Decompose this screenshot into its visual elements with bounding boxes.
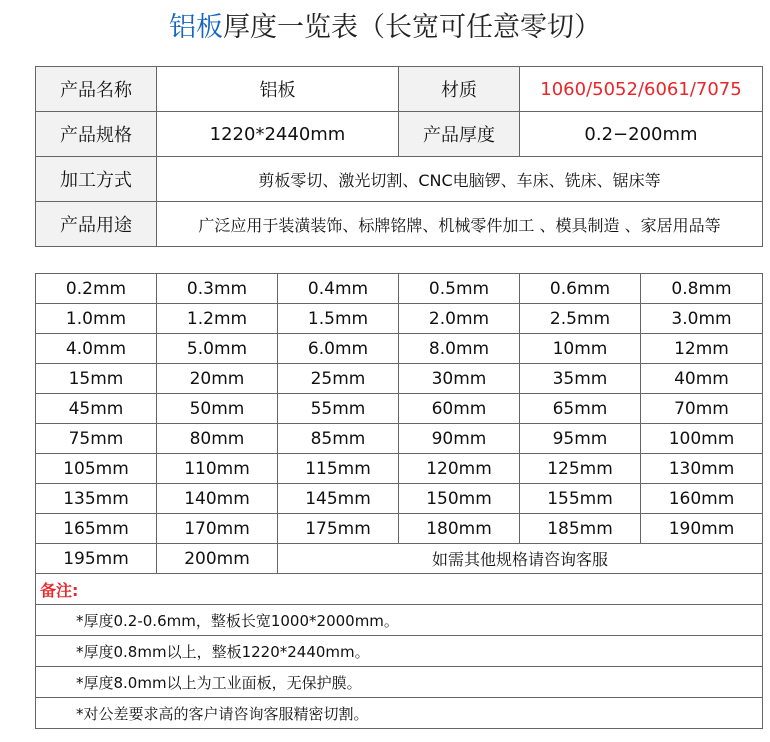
thickness-cell: 12mm — [641, 334, 763, 364]
thickness-cell: 0.2mm — [36, 274, 157, 304]
thickness-cell: 90mm — [399, 424, 520, 454]
thickness-cell: 1.2mm — [157, 304, 278, 334]
thickness-cell: 6.0mm — [278, 334, 399, 364]
thickness-row — [36, 274, 763, 304]
thickness-table-body — [36, 274, 763, 544]
thickness-cell: 15mm — [36, 364, 157, 394]
remark-item: *厚度8.0mm以上为工业面板，无保护膜。 — [36, 667, 763, 698]
thickness-cell: 200mm — [157, 544, 278, 574]
thickness-cell: 100mm — [641, 424, 763, 454]
thickness-cell: 65mm — [520, 394, 641, 424]
remark-row — [36, 636, 763, 667]
remark-row — [36, 605, 763, 636]
thickness-cell: 85mm — [278, 424, 399, 454]
thickness-row — [36, 424, 763, 454]
thickness-cell: 195mm — [36, 544, 157, 574]
title-accent: 铝板 — [169, 12, 223, 43]
process-label: 加工方式 — [36, 157, 157, 202]
thickness-table-footer — [36, 544, 763, 729]
thickness-row — [36, 334, 763, 364]
thickness-cell: 185mm — [520, 514, 641, 544]
thickness-cell: 50mm — [157, 394, 278, 424]
thickness-cell: 70mm — [641, 394, 763, 424]
remark-item: *厚度0.8mm以上，整板1220*2440mm。 — [36, 636, 763, 667]
info-row-usage — [36, 202, 763, 247]
spec-value: 1220*2440mm — [157, 112, 399, 157]
thickness-cell: 20mm — [157, 364, 278, 394]
thickness-cell: 150mm — [399, 484, 520, 514]
name-label: 产品名称 — [36, 67, 157, 112]
thickness-row — [36, 544, 763, 574]
spec-label: 产品规格 — [36, 112, 157, 157]
thickness-value: 0.2−200mm — [520, 112, 763, 157]
info-row-process — [36, 157, 763, 202]
thickness-cell: 5.0mm — [157, 334, 278, 364]
thickness-cell: 3.0mm — [641, 304, 763, 334]
thickness-cell: 45mm — [36, 394, 157, 424]
thickness-table — [35, 273, 763, 729]
thickness-row — [36, 514, 763, 544]
page-title — [0, 8, 770, 48]
remark-item: *厚度0.2-0.6mm，整板长宽1000*2000mm。 — [36, 605, 763, 636]
thickness-cell: 180mm — [399, 514, 520, 544]
info-row-spec — [36, 112, 763, 157]
thickness-cell: 1.0mm — [36, 304, 157, 334]
thickness-cell: 4.0mm — [36, 334, 157, 364]
thickness-cell: 130mm — [641, 454, 763, 484]
usage-label: 产品用途 — [36, 202, 157, 247]
remark-item: *对公差要求高的客户请咨询客服精密切割。 — [36, 698, 763, 729]
thickness-cell: 140mm — [157, 484, 278, 514]
thickness-cell: 165mm — [36, 514, 157, 544]
thickness-cell: 120mm — [399, 454, 520, 484]
thickness-row — [36, 454, 763, 484]
remark-row — [36, 667, 763, 698]
thickness-cell: 0.3mm — [157, 274, 278, 304]
thickness-cell: 2.5mm — [520, 304, 641, 334]
thickness-row — [36, 304, 763, 334]
thickness-row — [36, 484, 763, 514]
remark-heading-row — [36, 574, 763, 605]
thickness-cell: 25mm — [278, 364, 399, 394]
remark-row — [36, 698, 763, 729]
thickness-cell: 170mm — [157, 514, 278, 544]
thickness-cell: 105mm — [36, 454, 157, 484]
thickness-cell: 1.5mm — [278, 304, 399, 334]
material-label: 材质 — [399, 67, 520, 112]
thickness-cell: 135mm — [36, 484, 157, 514]
thickness-cell: 60mm — [399, 394, 520, 424]
thickness-cell: 40mm — [641, 364, 763, 394]
thickness-cell: 190mm — [641, 514, 763, 544]
product-info-table — [35, 66, 763, 247]
material-value: 1060/5052/6061/7075 — [520, 67, 763, 112]
process-value: 剪板零切、激光切割、CNC电脑锣、车床、铣床、锯床等 — [157, 157, 763, 202]
thickness-row — [36, 394, 763, 424]
thickness-cell: 30mm — [399, 364, 520, 394]
title-rest: 厚度一览表（长宽可任意零切） — [223, 12, 601, 43]
thickness-cell: 0.5mm — [399, 274, 520, 304]
name-value: 铝板 — [157, 67, 399, 112]
thickness-cell: 0.6mm — [520, 274, 641, 304]
thickness-cell: 145mm — [278, 484, 399, 514]
remark-heading: 备注: — [36, 574, 763, 605]
thickness-cell: 175mm — [278, 514, 399, 544]
thickness-cell: 10mm — [520, 334, 641, 364]
thickness-cell: 35mm — [520, 364, 641, 394]
thickness-cell: 2.0mm — [399, 304, 520, 334]
usage-value: 广泛应用于装潢装饰、标牌铭牌、机械零件加工 、模具制造 、家居用品等 — [157, 202, 763, 247]
thickness-cell: 55mm — [278, 394, 399, 424]
thickness-cell: 8.0mm — [399, 334, 520, 364]
thickness-cell: 80mm — [157, 424, 278, 454]
thickness-cell: 95mm — [520, 424, 641, 454]
info-row-name — [36, 67, 763, 112]
custom-spec-note: 如需其他规格请咨询客服 — [278, 544, 763, 574]
thickness-cell: 110mm — [157, 454, 278, 484]
thickness-cell: 0.8mm — [641, 274, 763, 304]
thickness-cell: 155mm — [520, 484, 641, 514]
thickness-label: 产品厚度 — [399, 112, 520, 157]
thickness-cell: 0.4mm — [278, 274, 399, 304]
thickness-cell: 75mm — [36, 424, 157, 454]
thickness-cell: 160mm — [641, 484, 763, 514]
thickness-cell: 125mm — [520, 454, 641, 484]
thickness-cell: 115mm — [278, 454, 399, 484]
thickness-row — [36, 364, 763, 394]
